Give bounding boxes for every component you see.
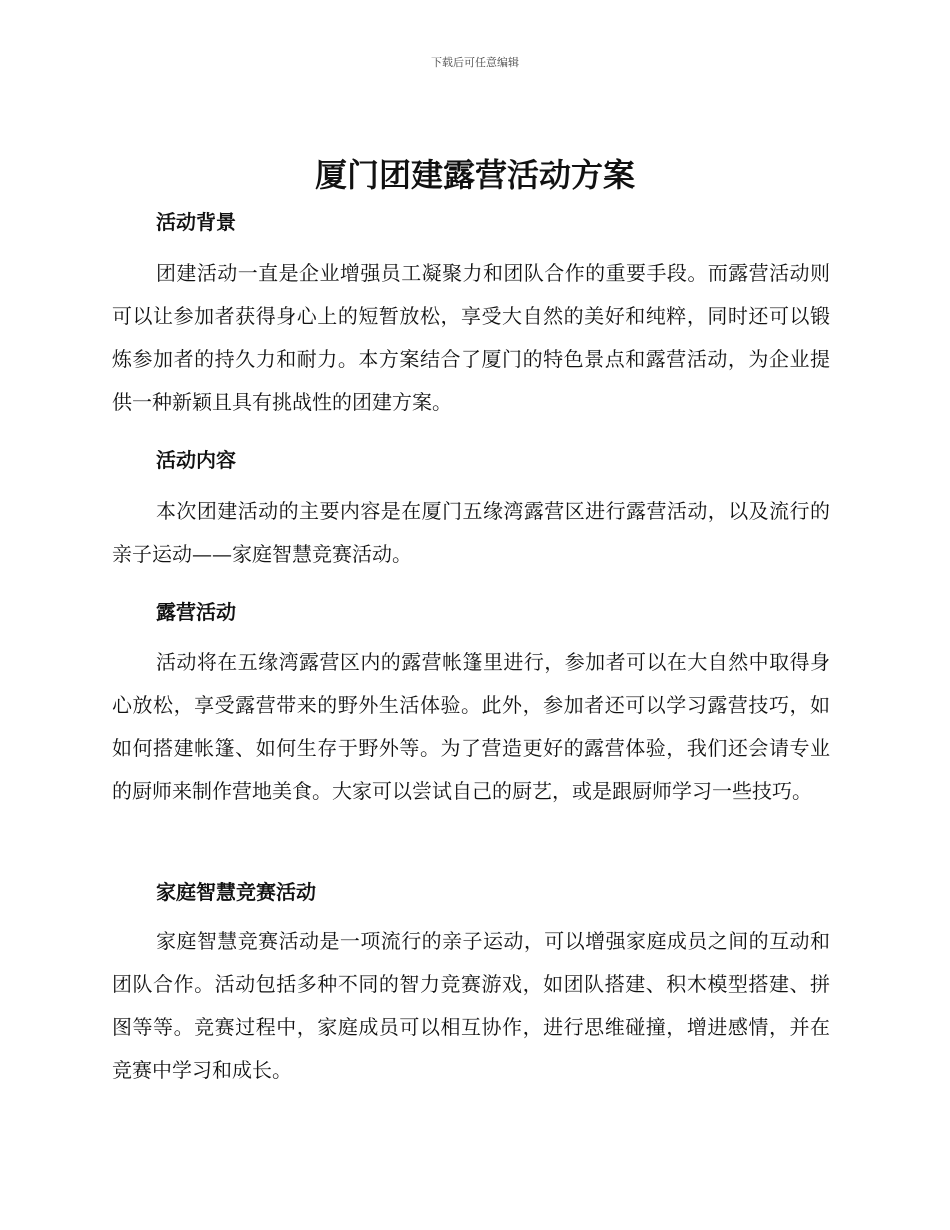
section-heading-camping: 露营活动 xyxy=(156,600,236,624)
page-header-note: 下载后可任意编辑 xyxy=(431,56,519,69)
section-paragraph-background: 团建活动一直是企业增强员工凝聚力和团队合作的重要手段。而露营活动则可以让参加者获得身心上的短暂放松，享受大自然的美好和纯粹，同时还可以锻炼参加者的持久力和耐力。本方案结合了厦门的特色景点和露营活动，为企业提供一种新颖且具有挑战性的团建方案。 xyxy=(112,261,830,414)
section-paragraph-family-contest: 家庭智慧竞赛活动是一项流行的亲子运动，可以增强家庭成员之间的互动和团队合作。活动包括多种不同的智力竞赛游戏，如团队搭建、积木模型搭建、拼图等等。竞赛过程中，家庭成员可以相互协作，进行思维碰撞，增进感情，并在竞赛中学习和成长。 xyxy=(112,929,830,1082)
section-paragraph-content: 本次团建活动的主要内容是在厦门五缘湾露营区进行露营活动，以及流行的亲子运动——家庭智慧竞赛活动。 xyxy=(112,499,830,566)
section-heading-family-contest: 家庭智慧竞赛活动 xyxy=(156,880,316,904)
document-title: 厦门团建露营活动方案 xyxy=(314,156,635,194)
section-heading-background: 活动背景 xyxy=(156,210,236,234)
section-paragraph-camping: 活动将在五缘湾露营区内的露营帐篷里进行，参加者可以在大自然中取得身心放松，享受露营带来的野外生活体验。此外，参加者还可以学习露营技巧，如如何搭建帐篷、如何生存于野外等。为了营造更好的露营体验，我们还会请专业的厨师来制作营地美食。大家可以尝试自己的厨艺，或是跟厨师学习一些技巧。 xyxy=(112,650,830,803)
section-heading-content: 活动内容 xyxy=(156,448,236,472)
